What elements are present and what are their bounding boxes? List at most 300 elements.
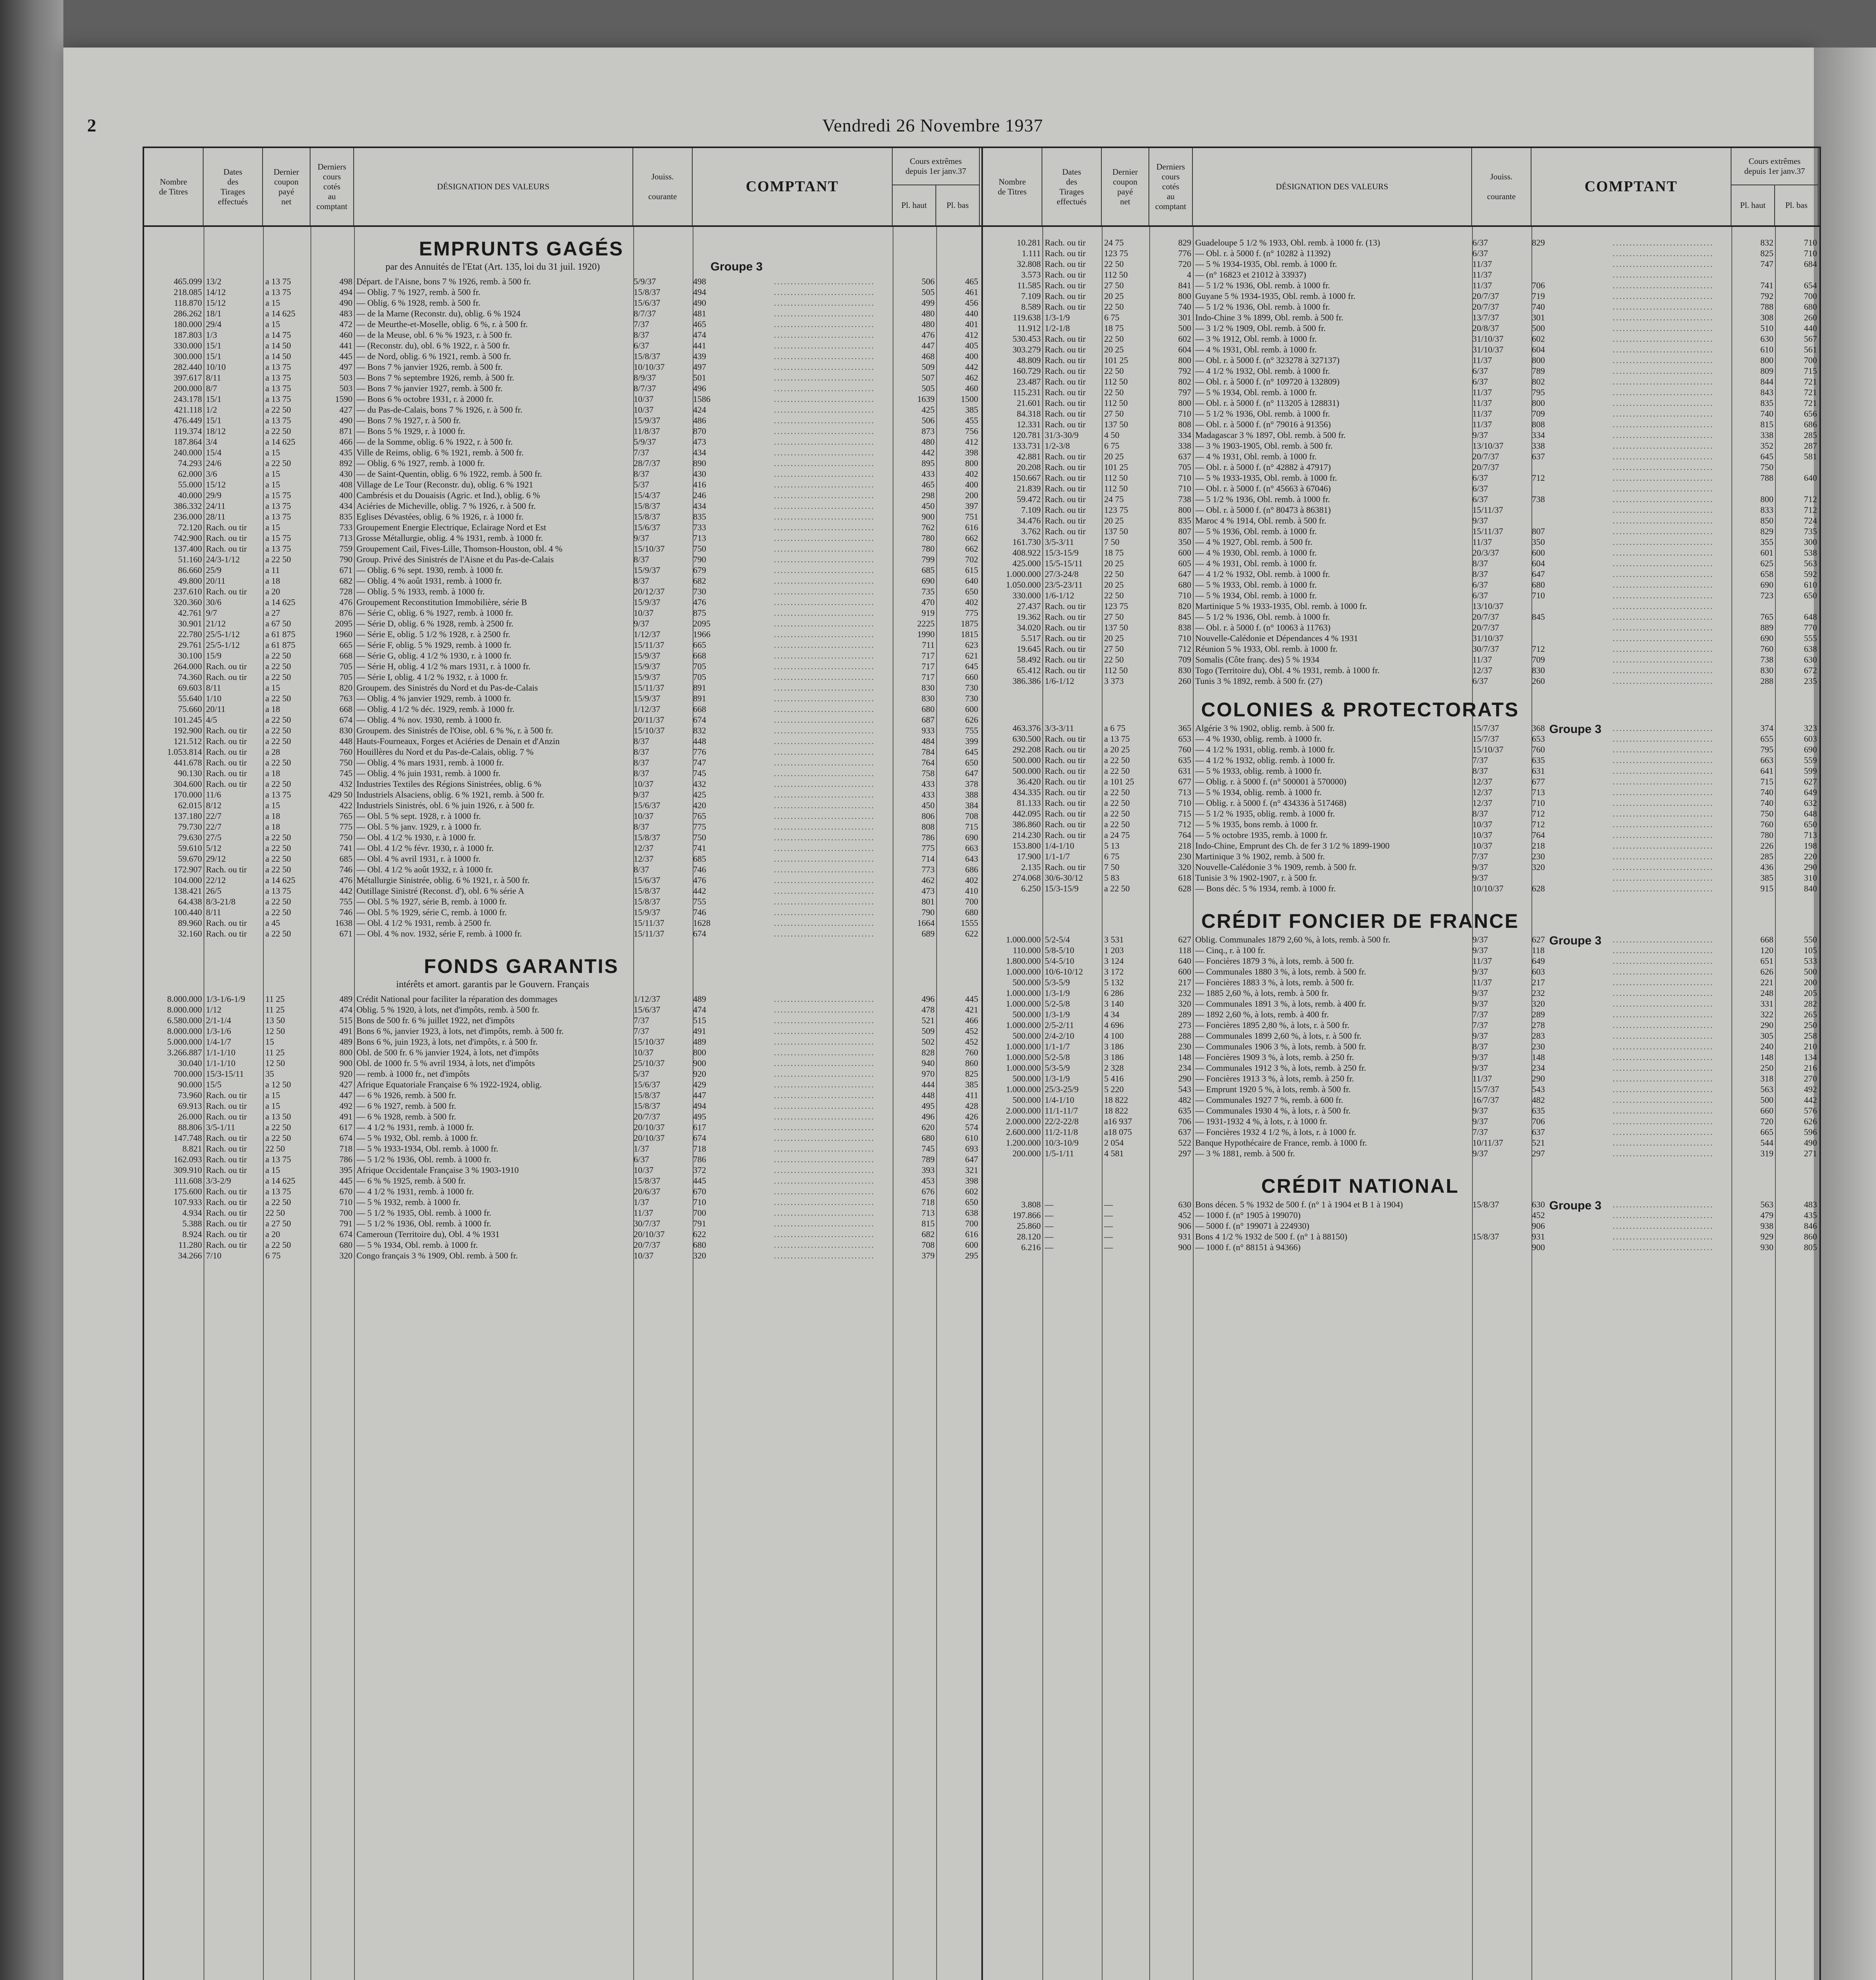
cell-p: 372 (693, 1165, 706, 1175)
cell-t: Rach. ou tir (1045, 755, 1086, 765)
leader-dots: .............................. (774, 640, 875, 650)
cell-h: 690 (922, 576, 935, 586)
cell-v: — 1000 f. (n° 1905 à 199070) (1195, 1210, 1301, 1220)
cell-b: 596 (1804, 1127, 1817, 1137)
cell-j: 15/8/37 (634, 287, 661, 297)
cell-t: 1/12 (206, 1005, 222, 1015)
table-row (983, 744, 1819, 755)
cell-p: 679 (693, 565, 706, 575)
cell-p: 230 (1532, 1041, 1545, 1051)
cell-h: 499 (922, 298, 935, 308)
cell-n: 42.761 (178, 608, 202, 618)
cell-j: 15/7/37 (1472, 723, 1499, 733)
cell-d: 490 (339, 415, 352, 425)
cell-p: 442 (693, 886, 706, 896)
cell-n: 8.000.000 (167, 1026, 202, 1036)
table-row (144, 811, 981, 821)
cell-h: 740 (1760, 787, 1773, 797)
cell-t: Rach. ou tir (206, 736, 247, 746)
cell-h: 120 (1760, 945, 1773, 955)
cell-c: 112 50 (1104, 377, 1128, 386)
leader-dots: .............................. (774, 608, 875, 618)
cell-t: 20/11 (206, 704, 226, 714)
cell-j: 11/8/37 (634, 426, 660, 436)
cell-v: Afrique Equatoriale Française 6 % 1922-1924, oblig. (356, 1079, 542, 1089)
cell-h: 873 (922, 426, 935, 436)
cell-t: Rach. ou tir (206, 1101, 247, 1111)
leader-dots: .............................. (1613, 988, 1714, 998)
cell-t: Rach. ou tir (206, 672, 247, 682)
cell-h: 735 (922, 586, 935, 596)
header-pl-bas: Pl. bas (1785, 200, 1807, 210)
cell-b: 860 (965, 1058, 978, 1068)
cell-j: 10/10/37 (1472, 883, 1504, 893)
cell-v: — 5 % 1936, Obl. remb. à 1000 fr. (1195, 526, 1317, 536)
cell-b: 715 (1804, 366, 1817, 376)
table-row (144, 287, 981, 297)
cell-t: Rach. ou tir (1045, 302, 1086, 312)
cell-j: 20/7/37 (634, 1240, 661, 1250)
cell-b: 622 (965, 929, 978, 939)
table-row (144, 436, 981, 447)
cell-c: a 45 (265, 918, 280, 928)
cell-n: 162.093 (173, 1154, 202, 1164)
cell-t: Rach. ou tir (206, 1144, 247, 1154)
cell-p: 521 (1532, 1138, 1545, 1148)
cell-c: 27 50 (1104, 644, 1124, 654)
cell-d: 448 (339, 736, 352, 746)
cell-h: 563 (1760, 1084, 1773, 1094)
cell-n: 34.266 (178, 1251, 202, 1260)
cell-b: 397 (965, 501, 978, 511)
cell-n: 300.000 (173, 351, 202, 361)
cell-p: 800 (1532, 355, 1545, 365)
table-row (144, 607, 981, 618)
table-row (983, 1030, 1819, 1041)
cell-v: Nouvelle-Calédonie 3 % 1909, remb. à 500 fr. (1195, 862, 1356, 872)
cell-h: 506 (922, 276, 935, 286)
cell-t: 1/10 (206, 693, 222, 703)
cell-t: Rach. ou tir (1045, 451, 1086, 461)
cell-p: 232 (1532, 988, 1545, 998)
table-row (144, 693, 981, 704)
cell-b: 650 (965, 586, 978, 596)
cell-n: 5.517 (1021, 633, 1041, 643)
cell-v: — Série F, oblig. 5 % 1929, remb. à 1000 fr. (356, 640, 512, 650)
cell-b: 700 (965, 1218, 978, 1228)
cell-p: 1966 (693, 629, 710, 639)
cell-h: 433 (922, 469, 935, 479)
cell-c: 101 25 (1104, 462, 1128, 472)
cell-j: 6/37 (1472, 366, 1488, 376)
cell-p: 474 (693, 1005, 706, 1015)
cell-d: 289 (1178, 1009, 1191, 1019)
cell-t: Rach. ou tir (206, 661, 247, 671)
cell-t: Rach. ou tir (206, 747, 247, 757)
cell-j: 10/37 (1472, 830, 1493, 840)
cell-j: 20/7/37 (634, 1112, 661, 1121)
table-row (144, 468, 981, 479)
cell-n: 20.208 (1017, 462, 1041, 472)
cell-p: 628 (1532, 883, 1545, 893)
cell-b: 461 (965, 287, 978, 297)
cell-d: 674 (339, 1229, 352, 1239)
cell-t: 25/5-1/12 (206, 640, 240, 650)
cell-j: 7/37 (634, 1026, 649, 1036)
table-row (144, 1207, 981, 1218)
cell-h: 795 (1760, 744, 1773, 754)
cell-c: a 22 50 (265, 725, 291, 735)
cell-c: 22 50 (1104, 569, 1124, 579)
cell-b: 567 (1804, 334, 1817, 344)
cell-p: 465 (693, 319, 706, 329)
cell-d: 217 (1178, 977, 1191, 987)
table-row (983, 733, 1819, 744)
leader-dots: .............................. (1613, 873, 1714, 883)
cell-n: 81.133 (1017, 798, 1041, 808)
cell-t: 15/1 (206, 341, 222, 350)
cell-h: 760 (1760, 644, 1773, 654)
cell-h: 2225 (917, 619, 935, 628)
cell-b: 563 (1804, 558, 1817, 568)
cell-b: 500 (1804, 967, 1817, 977)
cell-j: 11/37 (1472, 977, 1492, 987)
cell-n: 630.500 (1012, 734, 1041, 744)
cell-j: 11/37 (1472, 355, 1492, 365)
cell-b: 401 (965, 319, 978, 329)
leader-dots: .............................. (1613, 1106, 1714, 1116)
cell-p: 786 (693, 1154, 706, 1164)
cell-h: 563 (1760, 1199, 1773, 1209)
cell-n: 119.638 (1013, 312, 1041, 322)
leader-dots: .............................. (1613, 1127, 1714, 1137)
table-row (983, 622, 1819, 633)
table-row (983, 430, 1819, 440)
cell-h: 815 (1760, 419, 1773, 429)
leader-dots: .............................. (774, 373, 875, 383)
cell-v: Métallurgie Sinistrée, oblig. 6 % 1921, r. à 500 fr. (356, 875, 530, 885)
cell-t: Rach. ou tir (1045, 830, 1086, 840)
cell-b: 640 (965, 576, 978, 586)
cell-d: 640 (1178, 956, 1191, 966)
cell-n: 119.374 (174, 426, 202, 436)
cell-v: — Communales 1880 3 %, à lots, remb. à 500 fr. (1195, 967, 1366, 977)
cell-p: 750 (693, 832, 706, 842)
cell-b: 712 (1804, 494, 1817, 504)
cell-j: 28/7/37 (634, 458, 661, 468)
cell-h: 502 (922, 1037, 935, 1047)
cell-h: 765 (1760, 612, 1773, 622)
cell-t: 15/3-15/9 (1045, 883, 1079, 893)
cell-v: — Obl. 4 1/2 % août 1932, r. à 1000 fr. (356, 864, 493, 874)
cell-v: Oblig. Communales 1879 2,60 %, à lots, remb. à 500 fr. (1195, 935, 1390, 944)
cell-p: 432 (693, 779, 706, 789)
table-row (144, 276, 981, 287)
leader-dots: .............................. (774, 287, 875, 297)
cell-b: 730 (965, 683, 978, 693)
cell-t: Rach. ou tir (1045, 633, 1086, 643)
cell-c: a18 075 (1104, 1127, 1132, 1137)
cell-b: 846 (1804, 1221, 1817, 1231)
cell-d: 631 (1178, 766, 1191, 776)
cell-n: 1.000.000 (1006, 1063, 1041, 1073)
cell-n: 282.440 (173, 362, 202, 372)
cell-d: 776 (1178, 248, 1191, 258)
cell-b: 300 (1804, 537, 1817, 547)
cell-n: 8.000.000 (167, 1005, 202, 1015)
cell-t: 15/12 (206, 298, 226, 308)
cell-d: 892 (339, 458, 352, 468)
cell-t: 1/4-1/10 (1045, 1095, 1074, 1105)
leader-dots: .............................. (1613, 1084, 1714, 1094)
cell-j: 6/37 (634, 341, 649, 350)
cell-b: 265 (1804, 1009, 1817, 1019)
cell-h: 758 (922, 768, 935, 778)
cell-t: Rach. ou tir (206, 725, 247, 735)
cell-h: 747 (1760, 259, 1773, 269)
cell-h: 226 (1760, 841, 1773, 851)
cell-v: — de la Marne (Reconstr. du), oblig. 6 % 1924 (356, 308, 521, 318)
cell-b: 623 (965, 640, 978, 650)
cell-t: Rach. ou tir (1045, 862, 1086, 872)
cell-n: 153.800 (1012, 841, 1041, 851)
table-row (144, 1058, 981, 1068)
cell-h: 835 (1760, 398, 1773, 408)
cell-p: 746 (693, 907, 706, 917)
cell-j: 8/37 (634, 469, 649, 479)
leader-dots: .............................. (1613, 819, 1714, 829)
leader-dots: .............................. (1613, 612, 1714, 622)
cell-t: 29/9 (206, 490, 222, 500)
cell-t: Rach. ou tir (206, 1090, 247, 1100)
cell-c: a 22 50 (265, 672, 291, 682)
cell-b: 385 (965, 405, 978, 415)
cell-n: 434.335 (1012, 787, 1041, 797)
cell-b: 402 (965, 469, 978, 479)
cell-n: 397.617 (173, 373, 202, 383)
cell-d: 647 (1178, 569, 1191, 579)
table-row (983, 644, 1819, 654)
cell-j: 8/37 (634, 822, 649, 832)
cell-j: 20/7/37 (1472, 302, 1499, 312)
cell-j: 9/37 (1472, 1106, 1488, 1116)
cell-p: 665 (693, 640, 706, 650)
cell-d: 460 (339, 330, 352, 340)
cell-j: 6/37 (1472, 580, 1488, 590)
cell-v: — 4 % 1930, Obl. remb. à 1000 fr. (1195, 548, 1317, 558)
cell-j: 8/37 (634, 330, 649, 340)
cell-t: 8/7 (206, 383, 217, 393)
leader-dots: .............................. (1613, 312, 1714, 322)
cell-c: a 27 50 (265, 1218, 291, 1228)
quotation-table (143, 147, 1821, 1980)
cell-b: 610 (1804, 580, 1817, 590)
cell-n: 29.761 (178, 640, 202, 650)
cell-p: 320 (1532, 999, 1545, 1009)
cell-t: 3/3-3/11 (1045, 723, 1074, 733)
leader-dots: .............................. (774, 1037, 875, 1047)
cell-p: 289 (1532, 1009, 1545, 1019)
cell-c: a 14 50 (265, 351, 291, 361)
cell-c: 20 25 (1104, 558, 1124, 568)
leader-dots: .............................. (1613, 1148, 1714, 1158)
cell-v: — Obl. 5 % 1927, série B, remb. à 1000 fr. (356, 897, 507, 906)
cell-v: Cambrésis et du Douaisis (Agric. et Ind.), oblig. 6 % (356, 490, 540, 500)
cell-c: a 13 75 (1104, 734, 1130, 744)
cell-n: 500.000 (1012, 1031, 1041, 1041)
leader-dots: .............................. (774, 747, 875, 757)
cell-j: 15/11/37 (634, 929, 665, 939)
cell-h: 723 (1760, 590, 1773, 600)
cell-v: — 5 1/2 % 1936, Obl. remb. à 1000 fr. (1195, 494, 1330, 504)
table-row (144, 501, 981, 511)
cell-h: 800 (1760, 355, 1773, 365)
cell-t: 5/2-5/4 (1045, 935, 1070, 944)
cell-b: 656 (1804, 409, 1817, 419)
leader-dots: .............................. (1613, 430, 1714, 440)
cell-h: 830 (922, 683, 935, 693)
cell-d: 745 (339, 768, 352, 778)
cell-t: — (1045, 1221, 1053, 1231)
table-row (144, 1218, 981, 1229)
table-row (144, 832, 981, 843)
cell-c: a 15 (265, 298, 280, 308)
cell-d: 931 (1178, 1232, 1191, 1241)
cell-b: 287 (1804, 441, 1817, 451)
cell-j: 8/37 (634, 768, 649, 778)
cell-t: 10/10 (206, 362, 226, 372)
cell-b: 576 (1804, 1106, 1817, 1116)
cell-b: 645 (965, 747, 978, 757)
table-row (144, 340, 981, 351)
cell-h: 655 (1760, 734, 1773, 744)
cell-d: 600 (1178, 548, 1191, 558)
cell-t: Rach. ou tir (1045, 744, 1086, 754)
cell-v: Groupement Reconstitution Immobilière, série B (356, 597, 527, 607)
cell-n: 500.000 (1012, 1095, 1041, 1105)
cell-p: 900 (693, 1058, 706, 1068)
table-row (983, 451, 1819, 462)
cell-h: 825 (1760, 248, 1773, 258)
cell-h: 465 (922, 480, 935, 489)
cell-j: 15/8/37 (634, 1101, 661, 1111)
cell-d: 1960 (335, 629, 352, 639)
table-row (983, 259, 1819, 269)
cell-n: 23.487 (1017, 377, 1041, 386)
table-row (983, 344, 1819, 355)
cell-j: 11/37 (1472, 387, 1492, 397)
cell-h: 789 (922, 1154, 935, 1164)
leader-dots: .............................. (1613, 633, 1714, 643)
table-row (144, 682, 981, 693)
cell-t: 1/1-1/10 (206, 1047, 236, 1057)
cell-n: 22.780 (178, 629, 202, 639)
cell-h: 714 (922, 854, 935, 864)
cell-j: 15/7/37 (1472, 1084, 1499, 1094)
cell-v: — Foncières 1879 3 %, à lots, remb. à 500 fr. (1195, 956, 1354, 966)
leader-dots: .............................. (774, 1229, 875, 1239)
cell-n: 3.808 (1021, 1199, 1041, 1209)
cell-b: 435 (1804, 1210, 1817, 1220)
cell-b: 210 (1804, 1041, 1817, 1051)
cell-t: 2/5-2/11 (1045, 1020, 1074, 1030)
cell-d: 712 (1178, 819, 1191, 829)
cell-v: — 6 % 1927, remb. à 500 fr. (356, 1101, 456, 1111)
table-row (144, 1250, 981, 1261)
table-row (983, 1084, 1819, 1095)
cell-n: 192.900 (173, 725, 202, 735)
cell-v: Aciéries de Micheville, oblig. 7 % 1926, r. à 500 fr. (356, 501, 536, 511)
table-row (144, 1122, 981, 1133)
cell-p: 283 (1532, 1031, 1545, 1041)
cell-n: 309.910 (173, 1165, 202, 1175)
cell-p: 712 (1532, 819, 1545, 829)
cell-b: 198 (1804, 841, 1817, 851)
leader-dots: .............................. (1613, 830, 1714, 840)
cell-d: 600 (1178, 967, 1191, 977)
cell-n: 32.808 (1017, 259, 1041, 269)
leader-dots: .............................. (1613, 798, 1714, 808)
cell-c: a 13 75 (265, 544, 291, 554)
cell-t: — (1045, 1199, 1053, 1209)
cell-v: — Foncières 1895 2,80 %, à lots, r. à 500 fr. (1195, 1020, 1350, 1030)
cell-v: Obl. de 1000 fr. 5 % avril 1934, à lots, net d'impôts (356, 1058, 535, 1068)
cell-v: — Oblig. 4 % nov. 1930, remb. à 1000 fr. (356, 715, 502, 725)
cell-n: 30.100 (178, 651, 202, 661)
cell-n: 42.881 (1017, 451, 1041, 461)
cell-n: 64.438 (178, 897, 202, 906)
cell-h: 718 (922, 1197, 935, 1207)
cell-p: 434 (693, 447, 706, 457)
cell-n: 115.231 (1013, 387, 1041, 397)
cell-d: 713 (1178, 787, 1191, 797)
cell-v: — 5 1/2 % 1936, Obl. remb. à 1000 fr. (356, 1154, 491, 1164)
leader-dots: .............................. (1613, 676, 1714, 686)
cell-c: 22 50 (1104, 590, 1124, 600)
cell-c: a 61 875 (265, 629, 295, 639)
cell-n: 3.573 (1021, 270, 1041, 280)
cell-b: 724 (1804, 516, 1817, 525)
cell-j: 6/37 (1472, 484, 1488, 493)
cell-n: 12.331 (1017, 419, 1041, 429)
cell-d: 671 (339, 565, 352, 575)
cell-n: 74.293 (178, 458, 202, 468)
table-row (983, 988, 1819, 998)
header-pl-haut: Pl. haut (1731, 185, 1775, 225)
cell-n: 8.589 (1021, 302, 1041, 312)
leader-dots: .............................. (1613, 1020, 1714, 1030)
cell-d: 350 (1178, 537, 1191, 547)
cell-n: 6.250 (1021, 883, 1041, 893)
cell-v: Groupement Cail, Fives-Lille, Thomson-Houston, obl. 4 % (356, 544, 563, 554)
left-half (144, 148, 983, 1980)
cell-j: 6/37 (1472, 377, 1488, 386)
cell-n: 58.492 (1017, 655, 1041, 664)
cell-n: 2.600.000 (1006, 1127, 1041, 1137)
leader-dots: .............................. (1613, 387, 1714, 397)
cell-b: 402 (965, 597, 978, 607)
cell-v: — 5 % 1934, oblig. remb. à 1000 fr. (1195, 787, 1322, 797)
cell-p: 278 (1532, 1020, 1545, 1030)
cell-h: 318 (1760, 1074, 1773, 1083)
cell-b: 650 (965, 1197, 978, 1207)
cell-c: a 22 50 (1104, 809, 1130, 819)
cell-v: Martinique 5 % 1933-1935, Obl. remb. à 1000 fr. (1195, 601, 1367, 611)
cell-j: 15/8/37 (634, 512, 661, 522)
cell-n: 62.015 (178, 800, 202, 810)
cell-j: 9/37 (1472, 935, 1488, 944)
table-row (983, 787, 1819, 798)
